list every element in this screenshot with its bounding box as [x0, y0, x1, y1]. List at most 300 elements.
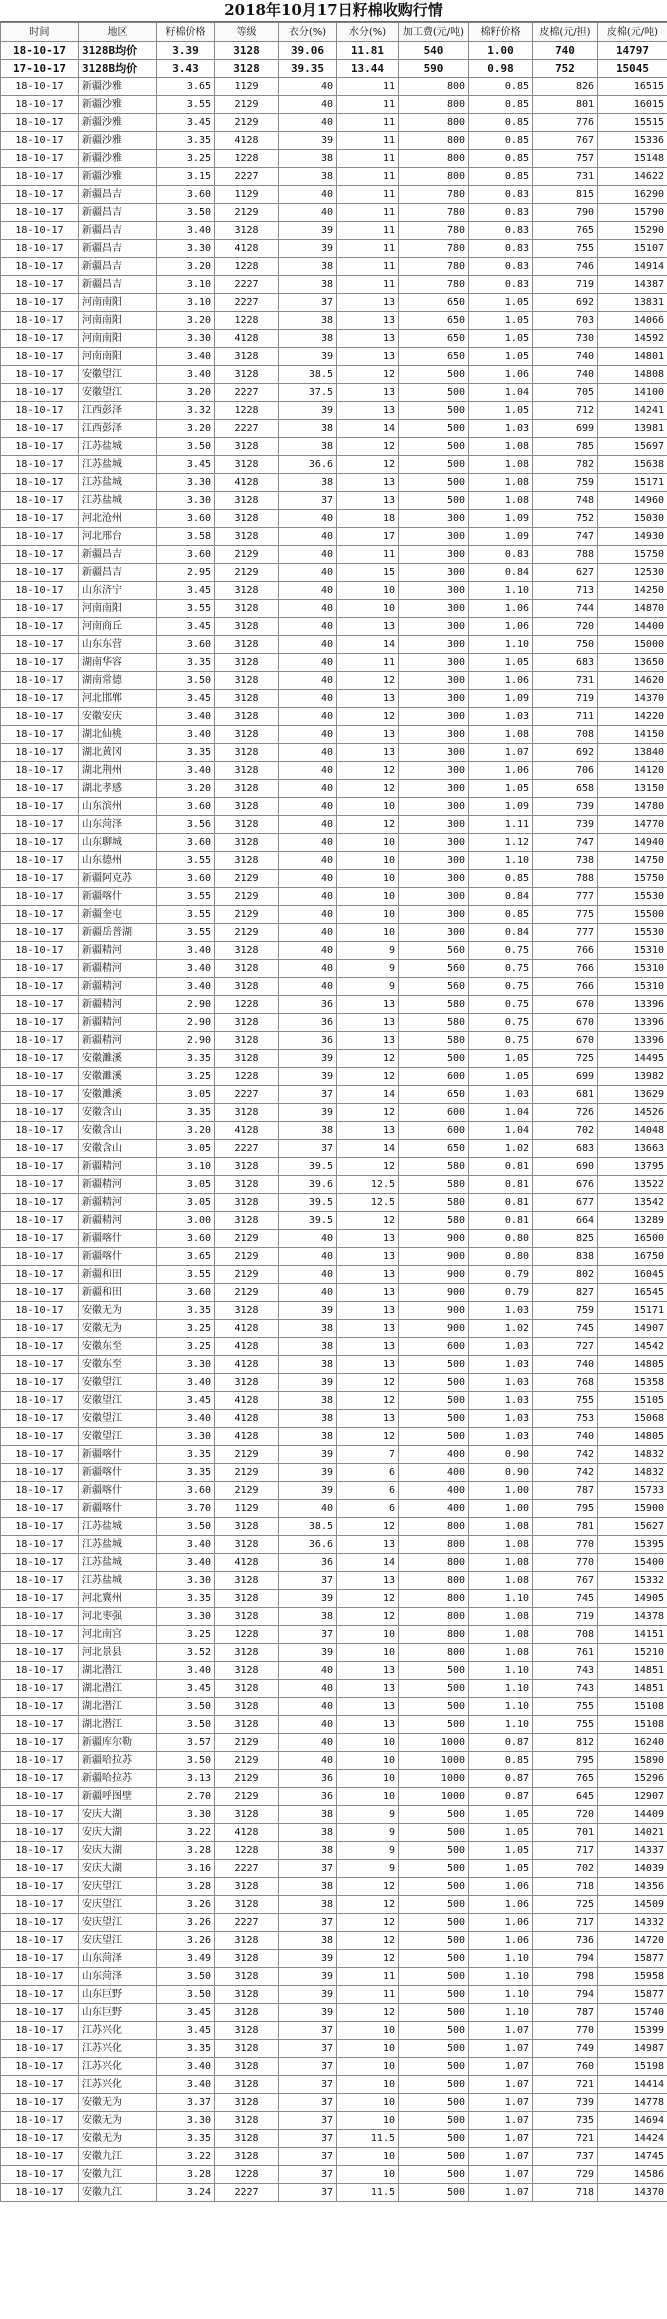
table-cell: 3.35	[157, 1302, 215, 1320]
table-row	[1, 1140, 667, 1158]
table-cell: 37	[279, 1572, 337, 1590]
table-cell: 14	[337, 1140, 399, 1158]
table-cell: 3128	[215, 2076, 279, 2094]
table-cell: 719	[533, 1608, 598, 1626]
table-cell: 18-10-17	[1, 1968, 79, 1986]
table-cell: 800	[399, 1590, 469, 1608]
table-cell: 18-10-17	[1, 1302, 79, 1320]
table-cell: 300	[399, 600, 469, 618]
table-cell: 18-10-17	[1, 1608, 79, 1626]
table-row	[1, 906, 667, 924]
table-cell: 3128	[215, 2022, 279, 2040]
table-cell: 15310	[598, 978, 667, 996]
table-cell: 15171	[598, 474, 667, 492]
table-cell: 3.10	[157, 294, 215, 312]
table-cell: 江西彭泽	[79, 402, 157, 420]
table-row	[1, 2166, 667, 2184]
table-cell: 0.85	[469, 1752, 533, 1770]
table-cell: 500	[399, 2112, 469, 2130]
table-cell: 1.05	[469, 294, 533, 312]
table-cell: 14832	[598, 1464, 667, 1482]
table-row	[1, 1230, 667, 1248]
table-cell: 752	[533, 510, 598, 528]
table-cell: 670	[533, 1032, 598, 1050]
table-cell: 13	[337, 1716, 399, 1734]
table-cell: 15290	[598, 222, 667, 240]
table-cell: 300	[399, 834, 469, 852]
table-cell: 800	[399, 1554, 469, 1572]
table-cell: 11	[337, 204, 399, 222]
table-cell: 新疆哈拉苏	[79, 1752, 157, 1770]
table-cell: 39	[279, 1446, 337, 1464]
table-cell: 3.60	[157, 798, 215, 816]
table-cell: 1.07	[469, 2148, 533, 2166]
table-cell: 新疆精河	[79, 1176, 157, 1194]
table-cell: 1.07	[469, 2184, 533, 2202]
table-cell: 580	[399, 1158, 469, 1176]
table-cell: 11	[337, 258, 399, 276]
table-row	[1, 2022, 667, 2040]
table-cell: 683	[533, 654, 598, 672]
table-cell: 800	[399, 78, 469, 96]
table-cell: 4128	[215, 330, 279, 348]
table-cell: 13	[337, 1122, 399, 1140]
table-cell: 40	[279, 762, 337, 780]
table-cell: 3.30	[157, 1428, 215, 1446]
table-cell: 645	[533, 1788, 598, 1806]
table-cell: 742	[533, 1464, 598, 1482]
table-row	[1, 996, 667, 1014]
table-cell: 11	[337, 78, 399, 96]
table-cell: 500	[399, 2094, 469, 2112]
table-row	[1, 960, 667, 978]
table-cell: 702	[533, 1860, 598, 1878]
table-cell: 40	[279, 114, 337, 132]
table-cell: 743	[533, 1680, 598, 1698]
table-cell: 18-10-17	[1, 294, 79, 312]
table-cell: 12	[337, 1104, 399, 1122]
table-cell: 18-10-17	[1, 1590, 79, 1608]
table-cell: 3.55	[157, 888, 215, 906]
table-cell: 3.40	[157, 1536, 215, 1554]
table-cell: 14039	[598, 1860, 667, 1878]
table-cell: 江苏盐城	[79, 474, 157, 492]
table-cell: 38	[279, 1608, 337, 1626]
table-cell: 18-10-17	[1, 330, 79, 348]
table-cell: 15108	[598, 1716, 667, 1734]
table-cell: 4128	[215, 132, 279, 150]
table-cell: 2129	[215, 96, 279, 114]
header-cell: 等级	[215, 23, 279, 42]
table-cell: 38	[279, 1122, 337, 1140]
table-cell: 18-10-17	[1, 1392, 79, 1410]
header-cell: 地区	[79, 23, 157, 42]
table-cell: 9	[337, 1842, 399, 1860]
table-cell: 3.28	[157, 2166, 215, 2184]
table-cell: 山东菏泽	[79, 1968, 157, 1986]
table-cell: 18-10-17	[1, 2058, 79, 2076]
table-cell: 720	[533, 1806, 598, 1824]
table-cell: 755	[533, 1698, 598, 1716]
table-cell: 40	[279, 1284, 337, 1302]
table-cell: 10	[337, 600, 399, 618]
table-cell: 755	[533, 1392, 598, 1410]
table-cell: 13981	[598, 420, 667, 438]
table-cell: 800	[399, 150, 469, 168]
table-cell: 1.03	[469, 1302, 533, 1320]
table-cell: 18-10-17	[1, 204, 79, 222]
table-row	[1, 978, 667, 996]
table-cell: 38	[279, 438, 337, 456]
table-cell: 727	[533, 1338, 598, 1356]
table-cell: 38	[279, 150, 337, 168]
table-row	[1, 1806, 667, 1824]
table-cell: 40	[279, 960, 337, 978]
table-cell: 500	[399, 2184, 469, 2202]
table-cell: 13	[337, 690, 399, 708]
table-cell: 300	[399, 672, 469, 690]
table-cell: 18-10-17	[1, 762, 79, 780]
table-cell: 18-10-17	[1, 1752, 79, 1770]
table-cell: 794	[533, 1986, 598, 2004]
table-row	[1, 1626, 667, 1644]
table-cell: 1.06	[469, 1896, 533, 1914]
table-cell: 400	[399, 1446, 469, 1464]
table-cell: 3.50	[157, 672, 215, 690]
table-cell: 2227	[215, 384, 279, 402]
table-cell: 3128B均价	[79, 42, 157, 60]
table-cell: 711	[533, 708, 598, 726]
table-cell: 40	[279, 546, 337, 564]
table-row	[1, 1662, 667, 1680]
table-cell: 2227	[215, 294, 279, 312]
table-cell: 1.03	[469, 420, 533, 438]
table-cell: 0.85	[469, 96, 533, 114]
table-cell: 14241	[598, 402, 667, 420]
table-cell: 705	[533, 384, 598, 402]
table-row	[1, 1284, 667, 1302]
header-cell: 皮棉(元/吨)	[598, 23, 667, 42]
table-cell: 12	[337, 762, 399, 780]
table-cell: 2.90	[157, 996, 215, 1014]
table-cell: 3128	[215, 1176, 279, 1194]
table-cell: 新疆岳普湖	[79, 924, 157, 942]
table-cell: 13840	[598, 744, 667, 762]
table-cell: 河北邯郸	[79, 690, 157, 708]
table-cell: 3128	[215, 1680, 279, 1698]
table-cell: 0.80	[469, 1230, 533, 1248]
table-cell: 676	[533, 1176, 598, 1194]
table-cell: 39.5	[279, 1212, 337, 1230]
table-cell: 江苏盐城	[79, 1554, 157, 1572]
table-cell: 730	[533, 330, 598, 348]
table-cell: 777	[533, 888, 598, 906]
table-cell: 39	[279, 1464, 337, 1482]
table-cell: 4128	[215, 1338, 279, 1356]
table-cell: 17-10-17	[1, 60, 79, 78]
table-cell: 12	[337, 1050, 399, 1068]
table-cell: 3.40	[157, 978, 215, 996]
table-cell: 1.02	[469, 1320, 533, 1338]
table-cell: 3.35	[157, 654, 215, 672]
table-cell: 14220	[598, 708, 667, 726]
table-cell: 1.11	[469, 816, 533, 834]
table-cell: 12	[337, 1896, 399, 1914]
table-cell: 4128	[215, 1392, 279, 1410]
table-cell: 1.05	[469, 1860, 533, 1878]
table-row	[1, 1608, 667, 1626]
table-cell: 16290	[598, 186, 667, 204]
table-cell: 1.10	[469, 1698, 533, 1716]
table-cell: 18-10-17	[1, 1788, 79, 1806]
table-cell: 1.06	[469, 600, 533, 618]
table-cell: 江苏兴化	[79, 2022, 157, 2040]
table-cell: 3.35	[157, 744, 215, 762]
table-cell: 18-10-17	[1, 1734, 79, 1752]
table-cell: 721	[533, 2076, 598, 2094]
table-cell: 1228	[215, 312, 279, 330]
table-cell: 11	[337, 96, 399, 114]
table-cell: 40	[279, 1500, 337, 1518]
table-cell: 3.30	[157, 492, 215, 510]
table-cell: 500	[399, 2022, 469, 2040]
table-row	[1, 672, 667, 690]
table-cell: 627	[533, 564, 598, 582]
table-cell: 1129	[215, 78, 279, 96]
table-row	[1, 1068, 667, 1086]
table-cell: 新疆沙雅	[79, 114, 157, 132]
table-cell: 3.60	[157, 834, 215, 852]
table-cell: 13	[337, 330, 399, 348]
table-cell: 739	[533, 2094, 598, 2112]
table-cell: 安徽望江	[79, 1392, 157, 1410]
table-cell: 安徽无为	[79, 1302, 157, 1320]
table-cell: 18-10-17	[1, 1662, 79, 1680]
table-cell: 14370	[598, 690, 667, 708]
table-cell: 3128	[215, 942, 279, 960]
table-cell: 13	[337, 1032, 399, 1050]
table-cell: 18-10-17	[1, 744, 79, 762]
table-row	[1, 582, 667, 600]
table-cell: 37	[279, 2022, 337, 2040]
table-cell: 江苏盐城	[79, 456, 157, 474]
table-cell: 18-10-17	[1, 1230, 79, 1248]
table-cell: 14370	[598, 2184, 667, 2202]
table-cell: 安庆大湖	[79, 1860, 157, 1878]
table-cell: 37	[279, 2166, 337, 2184]
table-cell: 3.55	[157, 1266, 215, 1284]
table-cell: 0.75	[469, 1014, 533, 1032]
table-cell: 500	[399, 1680, 469, 1698]
table-cell: 3.25	[157, 1626, 215, 1644]
table-cell: 13289	[598, 1212, 667, 1230]
table-cell: 12	[337, 456, 399, 474]
table-row	[1, 618, 667, 636]
table-cell: 3128	[215, 2148, 279, 2166]
table-cell: 36.6	[279, 456, 337, 474]
table-cell: 761	[533, 1644, 598, 1662]
table-cell: 2129	[215, 546, 279, 564]
table-cell: 18-10-17	[1, 132, 79, 150]
table-cell: 683	[533, 1140, 598, 1158]
table-cell: 18-10-17	[1, 1014, 79, 1032]
table-cell: 1228	[215, 402, 279, 420]
table-cell: 300	[399, 636, 469, 654]
table-cell: 1.06	[469, 672, 533, 690]
table-cell: 江西彭泽	[79, 420, 157, 438]
table-cell: 40	[279, 96, 337, 114]
table-cell: 3128	[215, 1050, 279, 1068]
table-cell: 15638	[598, 456, 667, 474]
table-cell: 3.45	[157, 618, 215, 636]
table-cell: 18-10-17	[1, 906, 79, 924]
table-cell: 1228	[215, 996, 279, 1014]
table-cell: 2129	[215, 564, 279, 582]
table-cell: 13396	[598, 1032, 667, 1050]
table-cell: 15	[337, 564, 399, 582]
table-cell: 580	[399, 1032, 469, 1050]
table-cell: 13	[337, 384, 399, 402]
table-cell: 3128	[215, 348, 279, 366]
table-cell: 3128	[215, 1194, 279, 1212]
table-cell: 1129	[215, 1500, 279, 1518]
table-row	[1, 1032, 667, 1050]
table-cell: 780	[399, 258, 469, 276]
table-cell: 3.40	[157, 1410, 215, 1428]
table-cell: 湖南常德	[79, 672, 157, 690]
table-cell: 4128	[215, 1122, 279, 1140]
table-cell: 3128	[215, 780, 279, 798]
table-cell: 13	[337, 618, 399, 636]
table-cell: 780	[399, 186, 469, 204]
table-cell: 736	[533, 1932, 598, 1950]
table-cell: 15500	[598, 906, 667, 924]
table-cell: 400	[399, 1482, 469, 1500]
table-cell: 747	[533, 528, 598, 546]
table-cell: 15399	[598, 2022, 667, 2040]
table-cell: 18-10-17	[1, 1158, 79, 1176]
table-cell: 15108	[598, 1698, 667, 1716]
table-cell: 3.40	[157, 1374, 215, 1392]
table-cell: 14100	[598, 384, 667, 402]
table-cell: 300	[399, 654, 469, 672]
table-cell: 新疆精河	[79, 1014, 157, 1032]
table-cell: 河南南阳	[79, 330, 157, 348]
table-cell: 18-10-17	[1, 1554, 79, 1572]
table-cell: 12	[337, 1590, 399, 1608]
table-cell: 40	[279, 870, 337, 888]
table-cell: 18-10-17	[1, 492, 79, 510]
table-cell: 590	[399, 60, 469, 78]
table-row	[1, 1302, 667, 1320]
table-cell: 14694	[598, 2112, 667, 2130]
table-row	[1, 78, 667, 96]
table-cell: 18-10-17	[1, 2130, 79, 2148]
table-row	[1, 1932, 667, 1950]
table-cell: 0.84	[469, 924, 533, 942]
table-cell: 15877	[598, 1950, 667, 1968]
table-cell: 13	[337, 1572, 399, 1590]
table-cell: 3.60	[157, 870, 215, 888]
table-cell: 0.90	[469, 1446, 533, 1464]
table-cell: 1.10	[469, 1716, 533, 1734]
table-cell: 安庆望江	[79, 1932, 157, 1950]
table-cell: 18-10-17	[1, 96, 79, 114]
table-cell: 39	[279, 1986, 337, 2004]
table-cell: 14780	[598, 798, 667, 816]
table-cell: 500	[399, 2058, 469, 2076]
table-cell: 10	[337, 798, 399, 816]
table-cell: 739	[533, 798, 598, 816]
table-cell: 16750	[598, 1248, 667, 1266]
table-row	[1, 762, 667, 780]
table-cell: 14832	[598, 1446, 667, 1464]
table-cell: 18-10-17	[1, 1068, 79, 1086]
table-cell: 新疆昌吉	[79, 204, 157, 222]
table-cell: 3.30	[157, 1806, 215, 1824]
table-cell: 757	[533, 150, 598, 168]
table-cell: 安徽含山	[79, 1122, 157, 1140]
table-cell: 18	[337, 510, 399, 528]
table-cell: 江苏盐城	[79, 438, 157, 456]
table-cell: 3.20	[157, 780, 215, 798]
table-cell: 1228	[215, 258, 279, 276]
table-cell: 40	[279, 726, 337, 744]
table-cell: 13	[337, 1680, 399, 1698]
table-cell: 13	[337, 744, 399, 762]
table-cell: 0.98	[469, 60, 533, 78]
table-cell: 13	[337, 1266, 399, 1284]
table-cell: 3128	[215, 1608, 279, 1626]
table-cell: 3.05	[157, 1140, 215, 1158]
table-cell: 3.25	[157, 150, 215, 168]
table-cell: 3.30	[157, 1608, 215, 1626]
table-cell: 14778	[598, 2094, 667, 2112]
table-cell: 3.55	[157, 906, 215, 924]
table-cell: 18-10-17	[1, 1896, 79, 1914]
table-cell: 745	[533, 1320, 598, 1338]
table-cell: 3.35	[157, 2130, 215, 2148]
table-cell: 782	[533, 456, 598, 474]
table-cell: 3.50	[157, 1968, 215, 1986]
table-cell: 815	[533, 186, 598, 204]
table-cell: 安徽望江	[79, 1410, 157, 1428]
table-cell: 2129	[215, 1482, 279, 1500]
table-cell: 795	[533, 1500, 598, 1518]
table-cell: 3128	[215, 978, 279, 996]
table-cell: 681	[533, 1086, 598, 1104]
table-cell: 40	[279, 780, 337, 798]
table-cell: 新疆昌吉	[79, 240, 157, 258]
table-row	[1, 1590, 667, 1608]
table-cell: 1.08	[469, 492, 533, 510]
table-row	[1, 1896, 667, 1914]
table-cell: 15107	[598, 240, 667, 258]
table-cell: 12	[337, 1158, 399, 1176]
table-cell: 800	[399, 132, 469, 150]
table-cell: 新疆喀什	[79, 1248, 157, 1266]
table-cell: 300	[399, 762, 469, 780]
table-cell: 18-10-17	[1, 582, 79, 600]
table-cell: 14960	[598, 492, 667, 510]
header-cell: 皮棉(元/担)	[533, 23, 598, 42]
table-cell: 300	[399, 744, 469, 762]
table-row	[1, 1014, 667, 1032]
table-cell: 36	[279, 1554, 337, 1572]
table-cell: 2227	[215, 2184, 279, 2202]
table-cell: 729	[533, 2166, 598, 2184]
table-cell: 3128	[215, 1374, 279, 1392]
